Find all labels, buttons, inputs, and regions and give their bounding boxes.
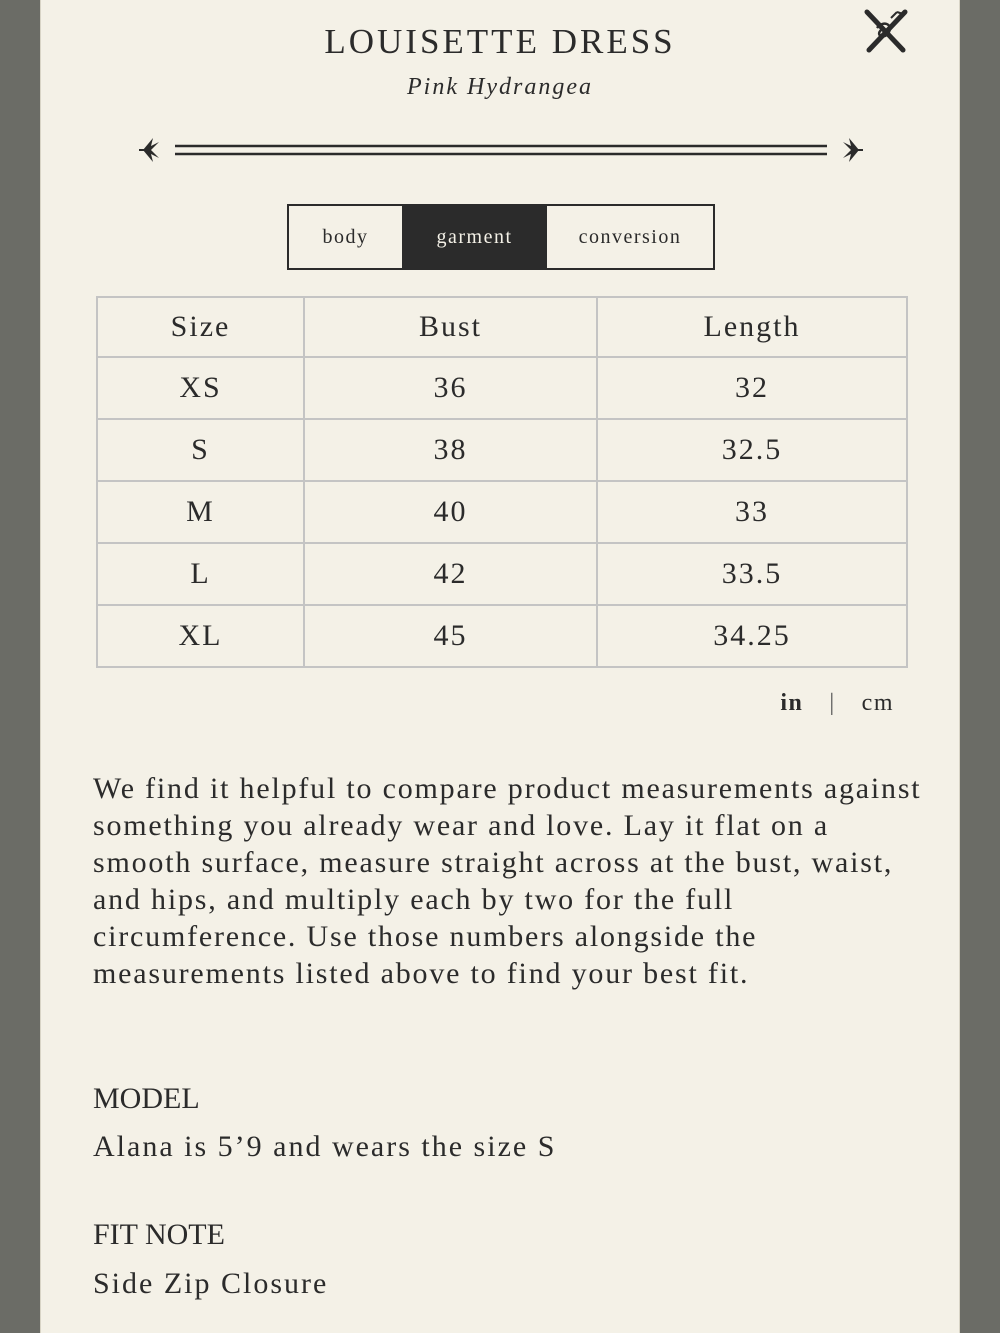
cell-length: 32.5 bbox=[597, 419, 907, 481]
product-color: Pink Hydrangea bbox=[407, 74, 593, 100]
fit-note-heading: FIT NOTE bbox=[93, 1218, 225, 1251]
cell-bust: 45 bbox=[304, 605, 597, 667]
table-row bbox=[97, 419, 907, 481]
fleur-ornament-left-icon bbox=[139, 138, 159, 162]
cell-bust: 42 bbox=[304, 543, 597, 605]
cell-size: L bbox=[97, 543, 304, 605]
cell-size: S bbox=[97, 419, 304, 481]
measuring-instructions: We find it helpful to compare product measurements against something you already wear and love. Lay it flat on a smooth surface, measure straight across at the bust, waist, and hips, and multiply each by two for the full circumference. Use those numbers alongside the measurements listed above to find your best fit. bbox=[93, 772, 922, 990]
table-row bbox=[97, 605, 907, 667]
ornamental-divider bbox=[133, 128, 869, 172]
fleur-ornament-right-icon bbox=[843, 138, 863, 162]
unit-separator: | bbox=[829, 690, 836, 716]
column-header-length: Length bbox=[597, 297, 907, 357]
cell-length: 33.5 bbox=[597, 543, 907, 605]
cell-bust: 38 bbox=[304, 419, 597, 481]
cell-size: XS bbox=[97, 357, 304, 419]
table-header-row bbox=[97, 297, 907, 357]
cell-length: 33 bbox=[597, 481, 907, 543]
cell-length: 34.25 bbox=[597, 605, 907, 667]
cell-bust: 36 bbox=[304, 357, 597, 419]
table-row bbox=[97, 543, 907, 605]
size-guide-modal bbox=[40, 0, 960, 1333]
column-header-bust: Bust bbox=[304, 297, 597, 357]
fit-note-text: Side Zip Closure bbox=[93, 1267, 329, 1300]
unit-centimeters-button[interactable]: cm bbox=[861, 690, 894, 716]
model-heading: MODEL bbox=[93, 1082, 200, 1115]
table-row bbox=[97, 357, 907, 419]
tab-garment[interactable]: garment bbox=[402, 206, 547, 268]
cell-size: M bbox=[97, 481, 304, 543]
unit-inches-button[interactable]: in bbox=[780, 690, 804, 716]
cell-length: 32 bbox=[597, 357, 907, 419]
column-header-size: Size bbox=[97, 297, 304, 357]
tab-body[interactable]: body bbox=[322, 225, 369, 248]
tab-conversion[interactable]: conversion bbox=[578, 225, 682, 248]
measurement-tabs bbox=[287, 204, 715, 270]
product-title: LOUISETTE DRESS bbox=[324, 22, 676, 61]
model-info: Alana is 5’9 and wears the size S bbox=[93, 1130, 557, 1163]
table-row bbox=[97, 481, 907, 543]
unit-toggle bbox=[780, 690, 894, 717]
cell-size: XL bbox=[97, 605, 304, 667]
size-table bbox=[96, 296, 908, 668]
cell-bust: 40 bbox=[304, 481, 597, 543]
